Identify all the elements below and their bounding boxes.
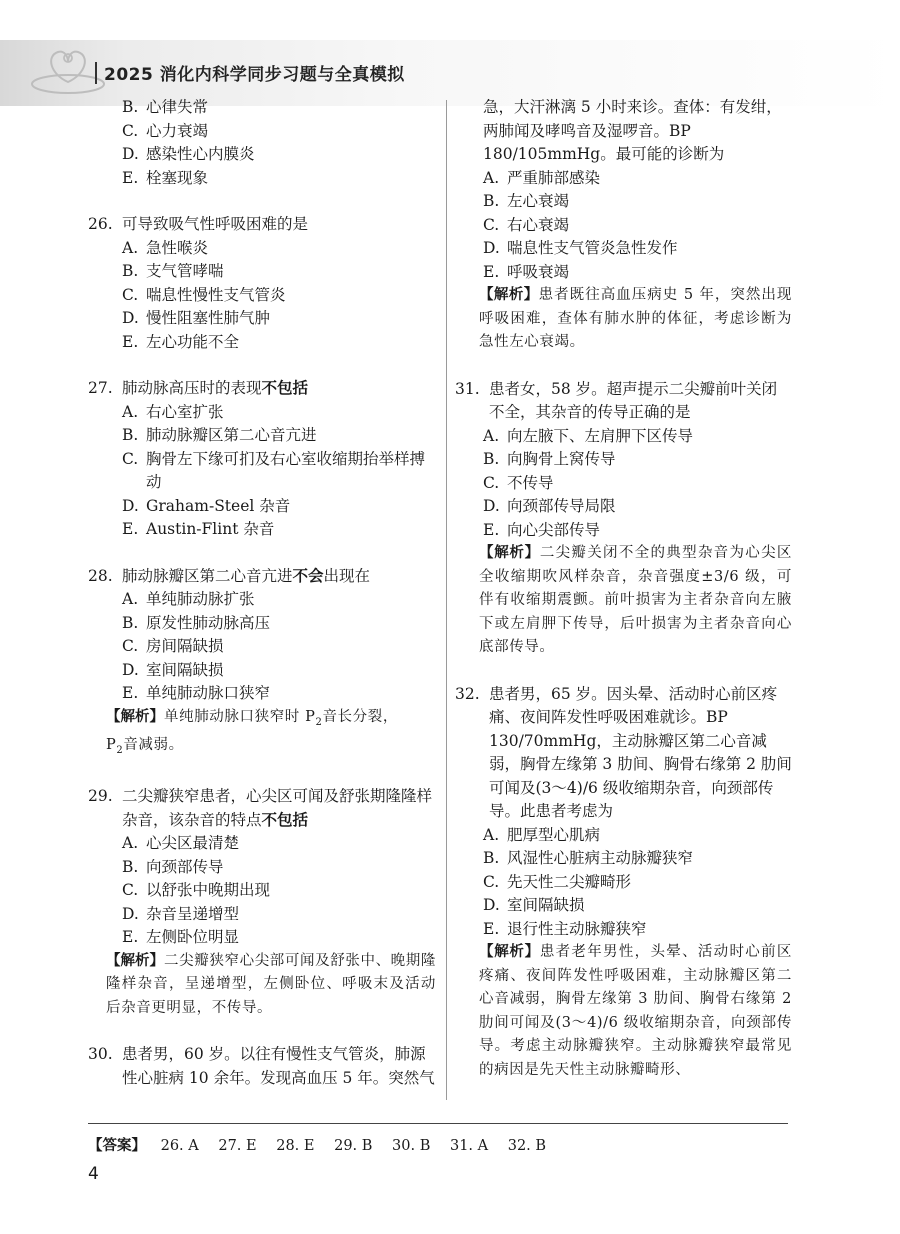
answer-item: 30. B (392, 1138, 431, 1154)
option: C. 不传导 (483, 473, 554, 492)
question-stem: 29. 二尖瓣狭窄患者，心尖区可闻及舒张期隆隆样杂音，该杂音的特点不包括 (88, 787, 433, 829)
option: E. 左心功能不全 (122, 332, 240, 351)
option: D. 杂音呈递增型 (122, 904, 240, 923)
option: A. 右心室扩张 (122, 402, 224, 421)
option: B. 向颈部传导 (122, 857, 224, 876)
left-column (88, 96, 436, 1090)
option: D. 室间隔缺损 (483, 896, 585, 914)
header-divider (95, 62, 97, 84)
option: E. Austin-Flint 杂音 (122, 520, 275, 538)
question-stem: 26. 可导致吸气性呼吸困难的是 (88, 215, 309, 233)
question-31 (455, 378, 792, 660)
option: D. 喘息性支气管炎急性发作 (483, 239, 678, 257)
question-stem: 30. 患者男，60 岁。以往有慢性支气管炎，肺源性心脏病 10 余年。发现高血压 5 年。突然气 (88, 1045, 435, 1087)
question-29 (88, 785, 436, 1020)
option: D. 慢性阻塞性肺气肿 (122, 309, 271, 327)
option: A. 急性喉炎 (122, 238, 209, 257)
option: A. 心尖区最清楚 (122, 834, 240, 853)
option: B. 心律失常 (122, 98, 209, 116)
option: B. 肺动脉瓣区第二心音亢进 (122, 426, 317, 444)
option: C. 胸骨左下缘可扪及右心室收缩期抬举样搏动 (122, 449, 426, 491)
option: C. 心力衰竭 (122, 121, 209, 140)
answer-item: 27. E (218, 1138, 257, 1154)
option: B. 风湿性心脏病主动脉瓣狭窄 (483, 849, 694, 867)
option: E. 单纯肺动脉口狭窄 (122, 684, 271, 702)
answer-key: 【答案】 26. A 27. E 28. E 29. B 30. B 31. A 32. B (88, 1138, 547, 1154)
option: B. 原发性肺动脉高压 (122, 613, 271, 632)
question-32 (455, 683, 792, 1083)
question-25-continued (88, 96, 436, 190)
column-divider (446, 100, 447, 1100)
analysis-block: 【解析】二尖瓣狭窄心尖部可闻及舒张中、晚期隆隆样杂音，呈递增型，左侧卧位、呼吸末及活动后杂音更明显，不传导。 (106, 952, 436, 1016)
keyword-emphasis: 不包括 (261, 810, 309, 829)
page-number: 4 (88, 1164, 99, 1184)
answer-item: 32. B (507, 1138, 547, 1154)
option: A. 单纯肺动脉扩张 (122, 590, 255, 608)
option: B. 左心衰竭 (483, 192, 570, 210)
keyword-emphasis: 不包括 (261, 379, 309, 397)
option: C. 喘息性慢性支气管炎 (122, 285, 286, 304)
question-30 (88, 1043, 436, 1090)
option: D. 室间隔缺损 (122, 660, 224, 679)
answer-item: 29. B (334, 1138, 373, 1154)
option: D. Graham-Steel 杂音 (122, 496, 291, 515)
option: C. 先天性二尖瓣畸形 (483, 872, 632, 891)
option: C. 房间隔缺损 (122, 637, 224, 655)
option: D. 感染性心内膜炎 (122, 145, 255, 163)
option: A. 肥厚型心肌病 (483, 825, 601, 844)
option: E. 呼吸衰竭 (483, 262, 570, 281)
question-stem: 32. 患者男，65 岁。因头晕、活动时心前区疼痛、夜间阵发性呼吸困难就诊。BP 130/70mmHg，主动脉瓣区第二心音减弱，胸骨左缘第 3 肋间、胸骨右缘第 2 肋间可闻及(3～4)/6 级收缩期杂音，向颈部传导。此患者考虑为 (455, 684, 792, 820)
question-stem: 27. 肺动脉高压时的表现不包括 (88, 379, 309, 397)
answers-divider (88, 1123, 788, 1124)
question-stem-continued: 急，大汗淋漓 5 小时来诊。查体：有发绀，两肺闻及哮鸣音及湿啰音。BP 180/105mmHg。最可能的诊断为 (483, 98, 782, 163)
question-27 (88, 377, 436, 542)
option: B. 支气管哮喘 (122, 262, 224, 280)
analysis-block: 【解析】患者老年男性，头晕、活动时心前区疼痛、夜间阵发性呼吸困难，主动脉瓣区第二心音减弱，胸骨左缘第 3 肋间、胸骨右缘第 2 肋间可闻及(3～4)/6 级收缩期杂音，向颈部传导。考虑主动脉瓣狭窄。主动脉瓣狭窄最常见的病因是先天性主动脉瓣畸形、 (479, 944, 792, 1078)
right-column (455, 96, 792, 1082)
analysis-block: 【解析】二尖瓣关闭不全的典型杂音为心尖区全收缩期吹风样杂音，杂音强度±3/6 级，可伴有收缩期震颤。前叶损害为主者杂音向左腋下或左肩胛下传导，后叶损害为主者杂音向心底部传导。 (479, 545, 792, 655)
answer-item: 26. A (160, 1138, 199, 1154)
running-header-title: 2025 消化内科学同步习题与全真模拟 (104, 65, 405, 85)
question-26 (88, 213, 436, 354)
option: A. 严重肺部感染 (483, 168, 601, 187)
option: C. 以舒张中晚期出现 (122, 881, 271, 900)
analysis-block: 【解析】单纯肺动脉口狭窄时 $P_2$音长分裂， $P_2$音减弱。 (106, 708, 398, 756)
option: D. 向颈部传导局限 (483, 497, 616, 515)
option: E. 左侧卧位明显 (122, 928, 240, 947)
analysis-block: 【解析】患者既往高血压病史 5 年，突然出现呼吸困难，查体有肺水肿的体征，考虑诊断为急性左心衰竭。 (479, 287, 792, 350)
option: E. 向心尖部传导 (483, 520, 601, 539)
answer-item: 28. E (276, 1138, 315, 1154)
option: A. 向左腋下、左肩胛下区传导 (483, 426, 694, 445)
option: E. 栓塞现象 (122, 168, 209, 187)
option: B. 向胸骨上窝传导 (483, 450, 616, 468)
question-stem: 31. 患者女，58 岁。超声提示二尖瓣前叶关闭不全，其杂音的传导正确的是 (455, 379, 778, 421)
question-30-continued (455, 96, 792, 355)
question-28 (88, 565, 436, 763)
question-stem: 28. 肺动脉瓣区第二心音亢进不会出现在 (88, 566, 371, 585)
option: E. 退行性主动脉瓣狭窄 (483, 919, 647, 938)
option: C. 右心衰竭 (483, 215, 570, 234)
keyword-emphasis: 不会 (292, 566, 324, 585)
answer-item: 31. A (449, 1138, 489, 1154)
